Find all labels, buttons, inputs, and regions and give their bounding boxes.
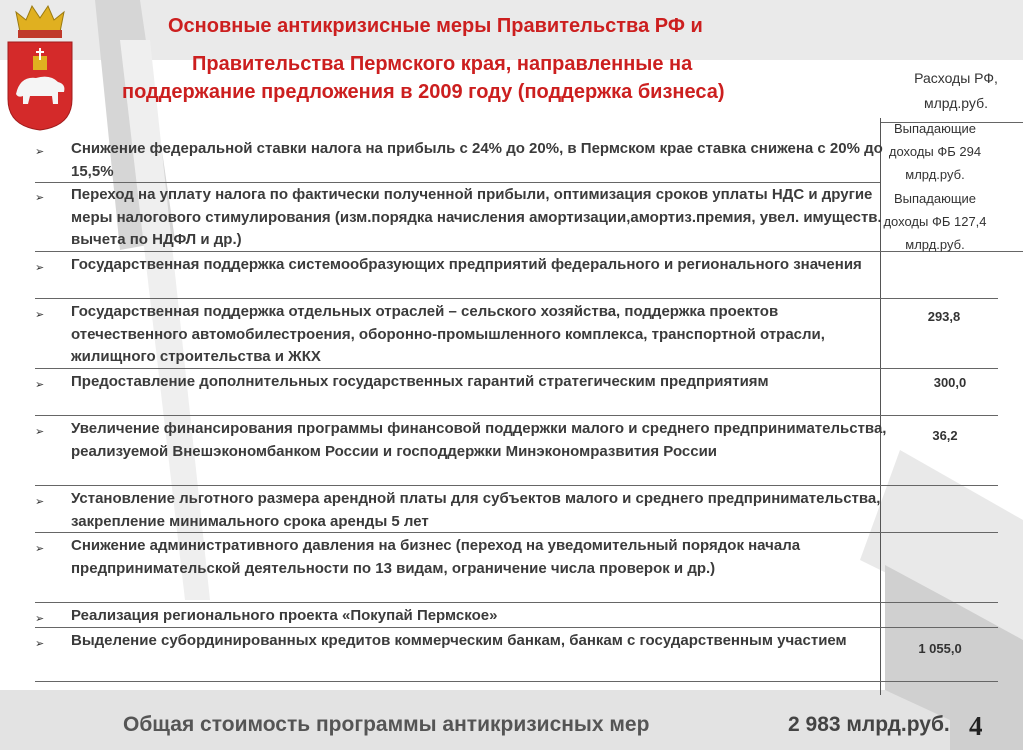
bullet-arrow-icon: ➢ xyxy=(35,379,45,391)
list-item-text: Предоставление дополнительных государственных гарантий стратегическим предприятиям xyxy=(71,373,769,390)
row-divider xyxy=(35,602,998,603)
side-note-lost-revenue-2 xyxy=(880,187,990,256)
item-value: 300,0 xyxy=(933,375,967,390)
item-value: 36,2 xyxy=(932,428,958,443)
column-header-line-1: Расходы РФ, xyxy=(914,70,998,86)
side-note-line: доходы ФБ 294 xyxy=(888,144,982,159)
footer-total: 2 983 млрд.руб. xyxy=(788,713,950,736)
page-number: 4 xyxy=(969,711,983,741)
crown-icon xyxy=(16,6,64,32)
row-divider xyxy=(35,368,998,369)
list-item-text: Снижение федеральной ставки налога на прибыль с 24% до 20%, в Пермском крае ставка снижена с 20% до 15,5% xyxy=(71,140,883,180)
slide-title-line-3: поддержание предложения в 2009 году (поддержка бизнеса) xyxy=(122,81,725,103)
row-divider xyxy=(35,532,998,533)
perm-coat-of-arms-logo xyxy=(6,4,74,131)
list-item-text: Снижение административного давления на бизнес (переход на уведомительный порядок начала предпринимательской деятельности по 13 видам, ограничение числа проверок и др.) xyxy=(71,537,801,577)
expenses-column-header xyxy=(892,66,1020,116)
bullet-arrow-icon: ➢ xyxy=(35,613,45,625)
side-note-line: Выпадающие xyxy=(893,121,977,136)
slide-title-line-1: Основные антикризисные меры Правительства РФ и xyxy=(168,15,703,37)
bullet-arrow-icon: ➢ xyxy=(35,262,45,274)
list-item-text: Государственная поддержка системообразующих предприятий федерального и регионального значения xyxy=(71,256,862,273)
list-item-text: Переход на уплату налога по фактически полученной прибыли, оптимизация сроков уплаты НДС и другие меры налогового стимулирования (изм.порядка начисления амортизации,амортиз.премия, увел. имуществ. вычета по НДФЛ и др.) xyxy=(71,186,882,248)
row-divider xyxy=(35,298,998,299)
bullet-arrow-icon: ➢ xyxy=(35,426,45,438)
side-note-line: Выпадающие xyxy=(893,191,977,206)
row-divider xyxy=(35,681,998,682)
crown-band xyxy=(18,30,62,38)
bullet-arrow-icon: ➢ xyxy=(35,638,45,650)
list-item-text: Государственная поддержка отдельных отраслей – сельского хозяйства, поддержка проектов отечественного автомобилестроения, оборонно-промышленного комплекса, транспортной отрасли, жилищного строительства и ЖКХ xyxy=(71,303,825,365)
item-value: 293,8 xyxy=(927,309,961,324)
side-note-line: млрд.руб. xyxy=(905,237,965,252)
bullet-arrow-icon: ➢ xyxy=(35,496,45,508)
list-item-text: Увеличение финансирования программы финансовой поддержки малого и среднего предпринимательства, реализуемой Внешэкономбанком России и господдержки Минэкономразвития России xyxy=(71,420,887,460)
bullet-arrow-icon: ➢ xyxy=(35,192,45,204)
side-note-line: доходы ФБ 127,4 xyxy=(883,214,987,229)
footer-label: Общая стоимость программы антикризисных мер xyxy=(123,713,650,736)
list-item-text: Выделение субординированных кредитов коммерческим банкам, банкам с государственным участием xyxy=(71,632,847,649)
bullet-arrow-icon: ➢ xyxy=(35,309,45,321)
row-divider xyxy=(35,415,998,416)
column-header-line-2: млрд.руб. xyxy=(923,95,988,111)
row-divider xyxy=(35,182,880,183)
row-divider xyxy=(35,251,1023,252)
side-note-lost-revenue-1 xyxy=(880,117,990,186)
bullet-arrow-icon: ➢ xyxy=(35,543,45,555)
slide-title-line-2: Правительства Пермского края, направленные на xyxy=(192,53,693,75)
list-item-text: Реализация регионального проекта «Покупай Пермское» xyxy=(71,607,498,624)
side-note-line: млрд.руб. xyxy=(905,167,965,182)
row-divider xyxy=(35,627,998,628)
bullet-arrow-icon: ➢ xyxy=(35,146,45,158)
list-item-text: Установление льготного размера арендной платы для субъектов малого и среднего предпринимательства, закрепление минимального срока аренды 5 лет xyxy=(71,490,881,530)
row-divider xyxy=(35,485,998,486)
item-value: 1 055,0 xyxy=(918,641,962,656)
